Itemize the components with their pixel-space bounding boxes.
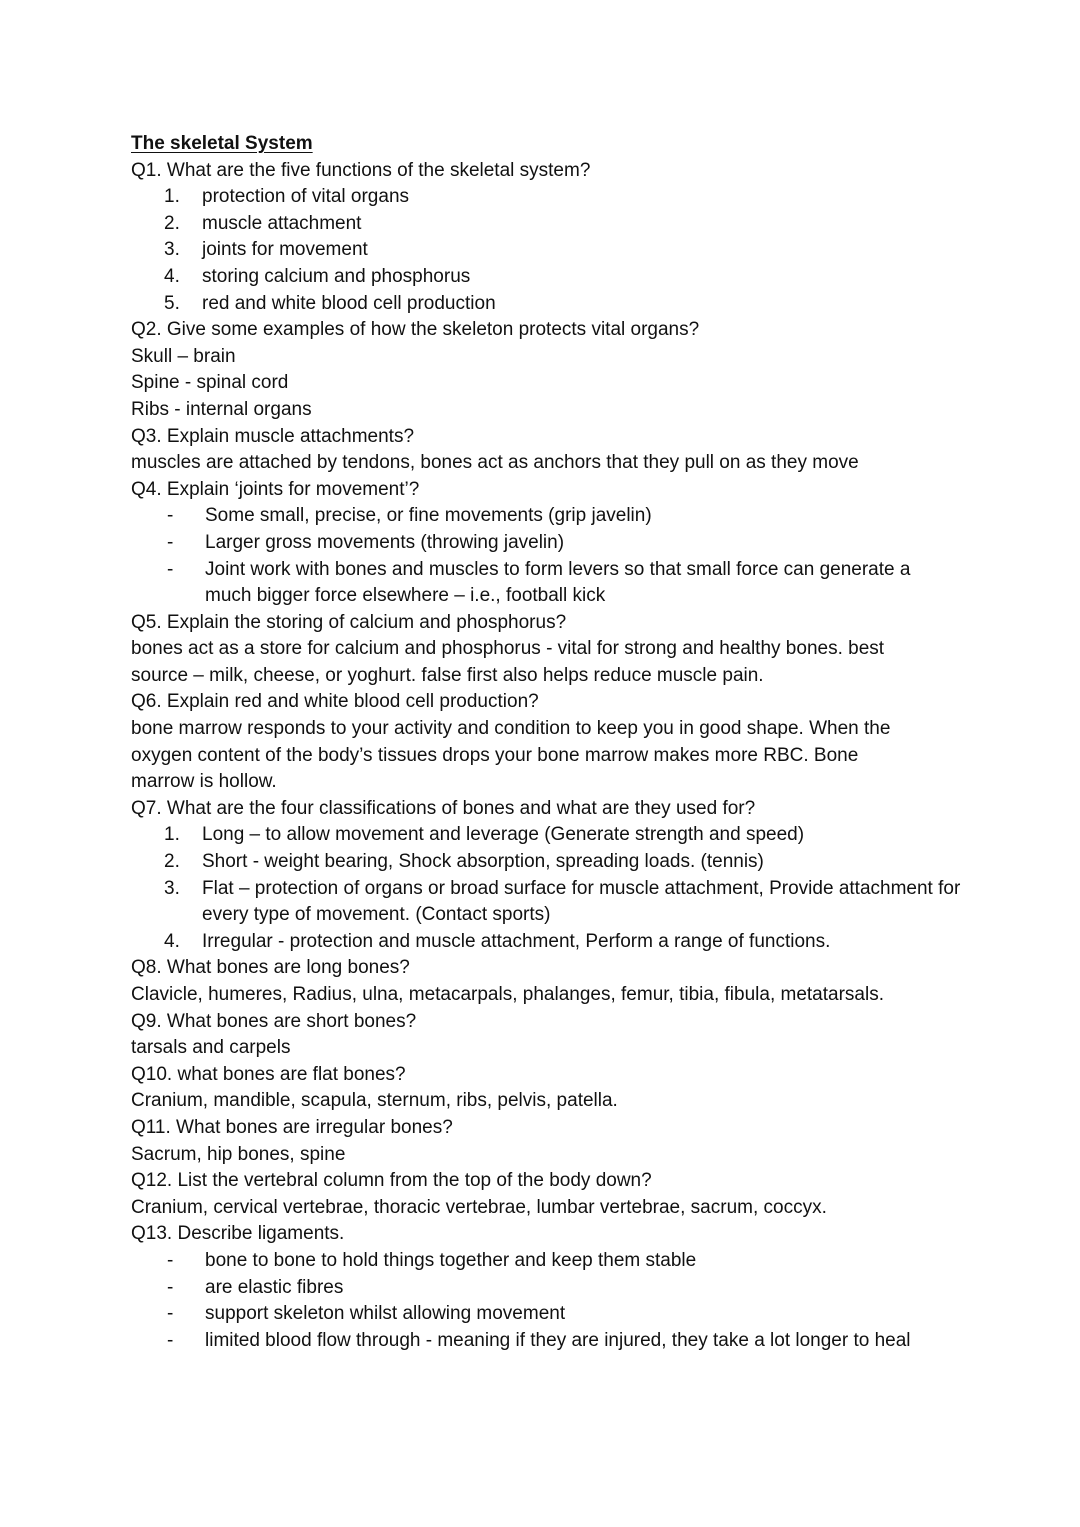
list-number: 1. [164,824,180,846]
list-number: 4. [164,265,180,287]
list-item [131,291,961,318]
numbered-list [131,184,961,317]
dash-bullet: - [167,531,174,553]
question-q12: Q12. List the vertebral column from the top of the body down? [131,1170,652,1192]
list-item-text: Larger gross movements (throwing javelin) [205,531,565,553]
answer-line: Clavicle, humeres, Radius, ulna, metacarpals, phalanges, femur, tibia, fibula, metatarsals. [131,984,884,1005]
question-q8: Q8. What bones are long bones? [131,957,410,979]
list-number: 1. [164,186,180,208]
document-content [131,158,961,1355]
answer-line: Spine - spinal cord [131,372,289,394]
document-page [131,131,961,1354]
list-item [131,530,961,557]
answer-line: bones act as a store for calcium and phosphorus - vital for strong and healthy bones. best [131,638,885,660]
list-item-text: storing calcium and phosphorus [202,265,471,287]
answer-line: muscles are attached by tendons, bones act as anchors that they pull on as they move [131,452,859,474]
list-item-text: joints for movement [202,239,368,261]
answer-line: marrow is hollow. [131,771,277,793]
list-number: 2. [164,851,180,873]
list-number: 3. [164,877,180,899]
question-q2: Q2. Give some examples of how the skeleton protects vital organs? [131,319,700,341]
list-item [131,184,961,211]
answer-line: bone marrow responds to your activity and condition to keep you in good shape. When the [131,718,891,740]
list-item-text: Flat – protection of organs or broad surface for muscle attachment, Provide attachment for every type of movement. (Contact sports) [202,877,961,926]
answer-line: Cranium, cervical vertebrae, thoracic vertebrae, lumbar vertebrae, sacrum, coccyx. [131,1196,827,1218]
bullet-list [131,503,961,609]
question-q4: Q4. Explain ‘joints for movement’? [131,478,420,500]
dash-bullet: - [167,1303,174,1325]
numbered-list [131,822,961,955]
list-item-text: are elastic fibres [205,1276,344,1298]
dash-bullet: - [167,1276,174,1298]
list-item [131,822,961,849]
list-item-text: muscle attachment [202,212,362,234]
dash-bullet: - [167,1329,174,1351]
list-number: 5. [164,292,180,314]
list-item [131,929,961,956]
list-number: 3. [164,239,180,261]
list-item [131,264,961,291]
answer-line: source – milk, cheese, or yoghurt. false first also helps reduce muscle pain. [131,664,764,686]
list-item [131,557,961,610]
list-item [131,503,961,530]
answer-line: Cranium, mandible, scapula, sternum, ribs, pelvis, patella. [131,1090,618,1112]
list-item [131,1301,961,1328]
question-q9: Q9. What bones are short bones? [131,1010,417,1032]
list-number: 4. [164,930,180,952]
question-q6: Q6. Explain red and white blood cell production? [131,691,539,713]
question-q11: Q11. What bones are irregular bones? [131,1116,453,1138]
list-number: 2. [164,212,180,234]
dash-bullet: - [167,558,174,580]
answer-line: tarsals and carpels [131,1037,291,1059]
question-q7: Q7. What are the four classifications of bones and what are they used for? [131,797,756,819]
list-item-text: support skeleton whilst allowing movement [205,1303,566,1325]
list-item-text: Joint work with bones and muscles to form levers so that small force can generate a much bigger force elsewhere – i.e., football kick [205,558,911,607]
list-item [131,1328,961,1355]
list-item-text: red and white blood cell production [202,292,496,314]
dash-bullet: - [167,1249,174,1271]
list-item [131,1275,961,1302]
bullet-list [131,1248,961,1354]
answer-line: Sacrum, hip bones, spine [131,1143,346,1165]
list-item [131,849,961,876]
question-q1: Q1. What are the five functions of the skeletal system? [131,159,591,181]
question-q3: Q3. Explain muscle attachments? [131,425,415,447]
answer-line: Skull – brain [131,345,236,367]
list-item-text: limited blood flow through - meaning if they are injured, they take a lot longer to heal [205,1329,911,1351]
list-item [131,1248,961,1275]
answer-line: oxygen content of the body’s tissues drops your bone marrow makes more RBC. Bone [131,744,859,766]
answer-line: Ribs - internal organs [131,398,312,420]
list-item-text: Some small, precise, or fine movements (grip javelin) [205,505,652,527]
list-item [131,211,961,238]
list-item [131,237,961,264]
list-item-text: Short - weight bearing, Shock absorption, spreading loads. (tennis) [202,851,764,873]
list-item-text: Long – to allow movement and leverage (Generate strength and speed) [202,824,805,846]
dash-bullet: - [167,505,174,527]
question-q13: Q13. Describe ligaments. [131,1223,345,1245]
list-item-text: protection of vital organs [202,186,410,208]
list-item [131,876,961,929]
list-item-text: bone to bone to hold things together and keep them stable [205,1249,697,1271]
question-q10: Q10. what bones are flat bones? [131,1063,406,1085]
list-item-text: Irregular - protection and muscle attachment, Perform a range of functions. [202,930,831,952]
question-q5: Q5. Explain the storing of calcium and phosphorus? [131,611,567,633]
document-title: The skeletal System [131,133,313,154]
